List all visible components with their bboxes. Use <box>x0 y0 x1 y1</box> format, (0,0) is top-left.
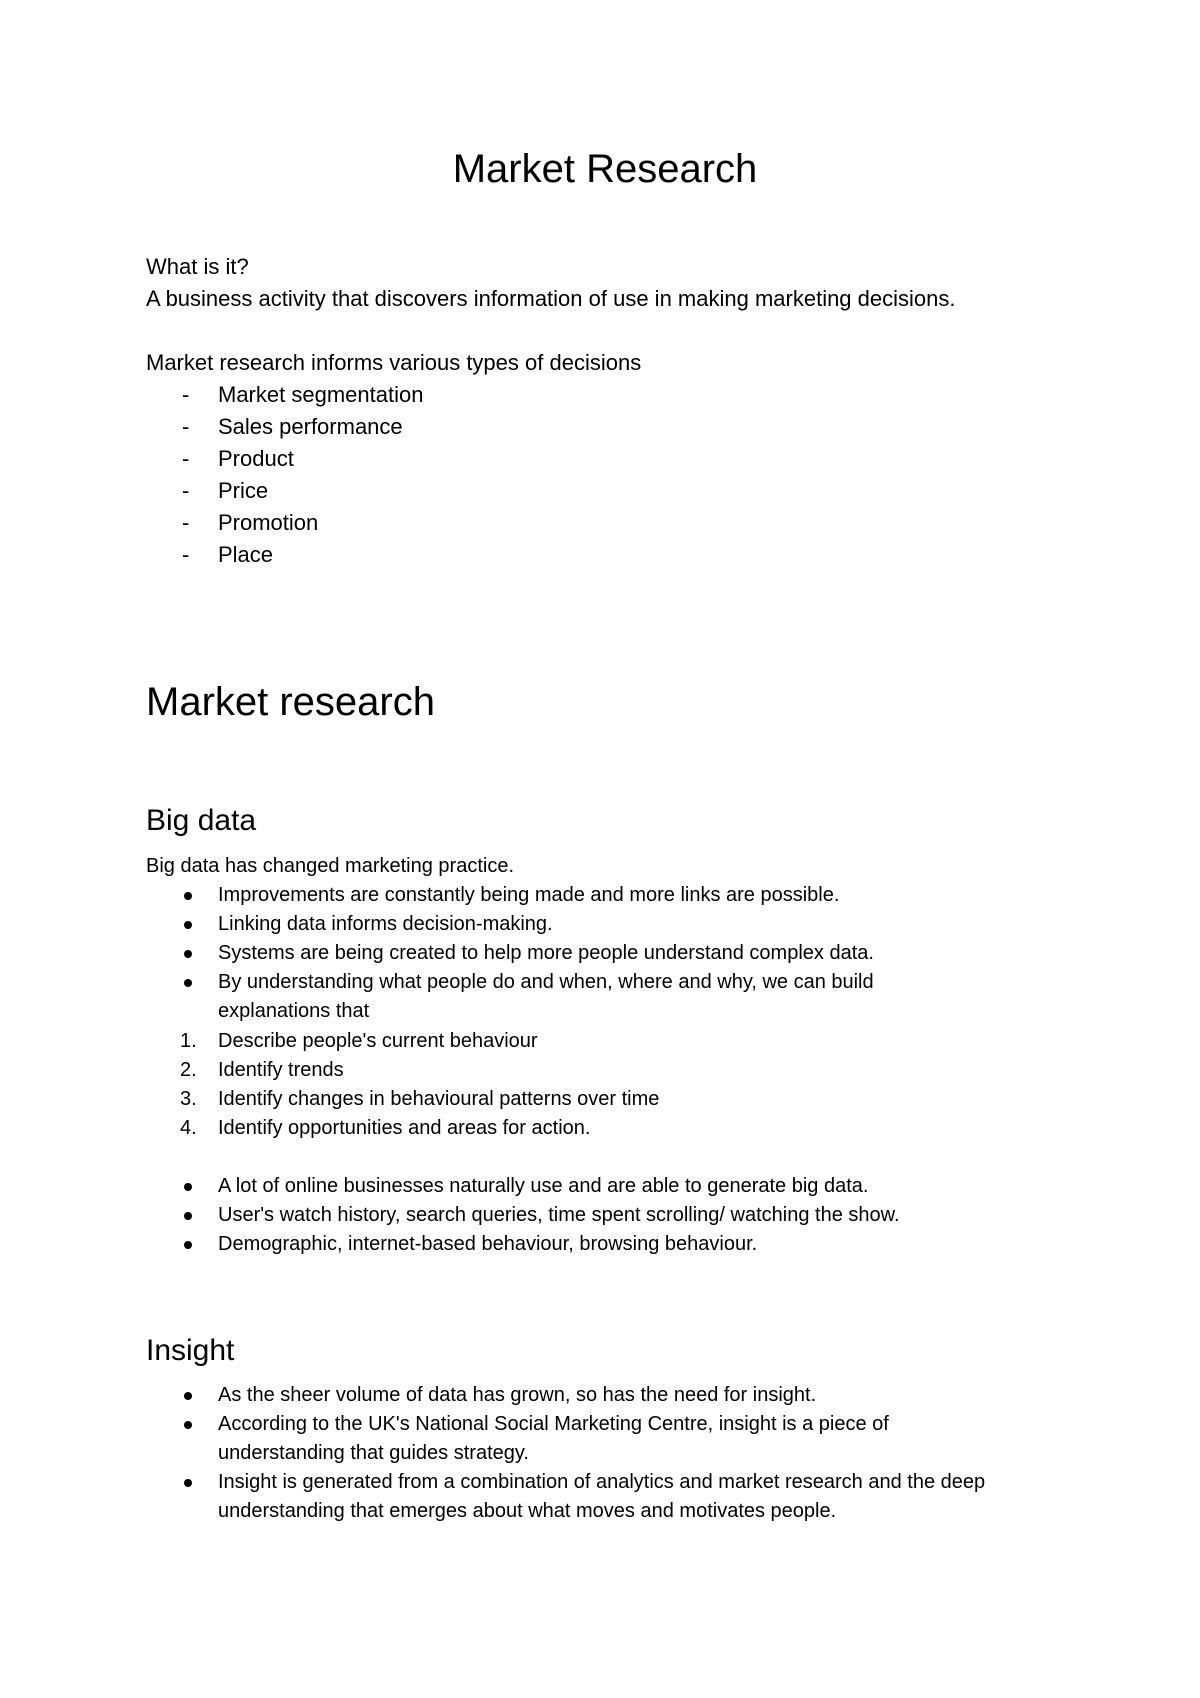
bullet-icon <box>184 1392 192 1400</box>
big-data-lead: Big data has changed marketing practice. <box>146 855 514 877</box>
list-item: Demographic, internet-based behaviour, browsing behaviour. <box>180 1230 1040 1259</box>
bullet-icon <box>184 950 192 958</box>
list-item: - Market segmentation <box>182 382 424 407</box>
numbered-item: 1. Describe people's current behaviour <box>180 1030 538 1052</box>
bullet-icon <box>184 1212 192 1220</box>
numbered-item: 2. Identify trends <box>180 1059 344 1081</box>
bullet-icon <box>184 921 192 929</box>
list-item: - Sales performance <box>182 414 403 439</box>
decisions-intro: Market research informs various types of decisions <box>146 350 642 375</box>
insight-heading: Insight <box>146 1334 235 1367</box>
bullet-icon <box>184 892 192 900</box>
list-item: - Place <box>182 542 274 567</box>
list-item: By understanding what people do and when, where and why, we can build explanations that <box>180 968 960 1026</box>
list-item: As the sheer volume of data has grown, so has the need for insight. <box>180 1381 1040 1410</box>
list-item: - Promotion <box>182 510 319 535</box>
numbered-item: 3. Identify changes in behavioural patterns over time <box>180 1088 660 1110</box>
list-item: Systems are being created to help more people understand complex data. <box>180 939 1040 968</box>
list-item: Improvements are constantly being made and more links are possible. <box>180 881 1040 910</box>
section-heading: Market research <box>146 680 435 724</box>
list-item: Insight is generated from a combination of analytics and market research and the deep understanding that emerges about what moves and motivates people. <box>180 1468 1050 1526</box>
bullet-icon <box>184 1183 192 1191</box>
list-item: - Price <box>182 478 269 503</box>
big-data-heading: Big data <box>146 804 257 837</box>
numbered-item: 4. Identify opportunities and areas for action. <box>180 1117 591 1139</box>
intro-definition: A business activity that discovers information of use in making marketing decisions. <box>146 286 956 311</box>
intro-question: What is it? <box>146 254 249 279</box>
list-item: User's watch history, search queries, time spent scrolling/ watching the show. <box>180 1201 1040 1230</box>
bullet-icon <box>184 1479 192 1487</box>
bullet-icon <box>184 1241 192 1249</box>
list-item: According to the UK's National Social Marketing Centre, insight is a piece of understanding that guides strategy. <box>180 1410 980 1468</box>
list-item: A lot of online businesses naturally use and are able to generate big data. <box>180 1172 1040 1201</box>
bullet-icon <box>184 979 192 987</box>
list-item: - Product <box>182 446 294 471</box>
list-item: Linking data informs decision-making. <box>180 910 1040 939</box>
bullet-icon <box>184 1421 192 1429</box>
page-title: Market Research <box>452 147 758 191</box>
